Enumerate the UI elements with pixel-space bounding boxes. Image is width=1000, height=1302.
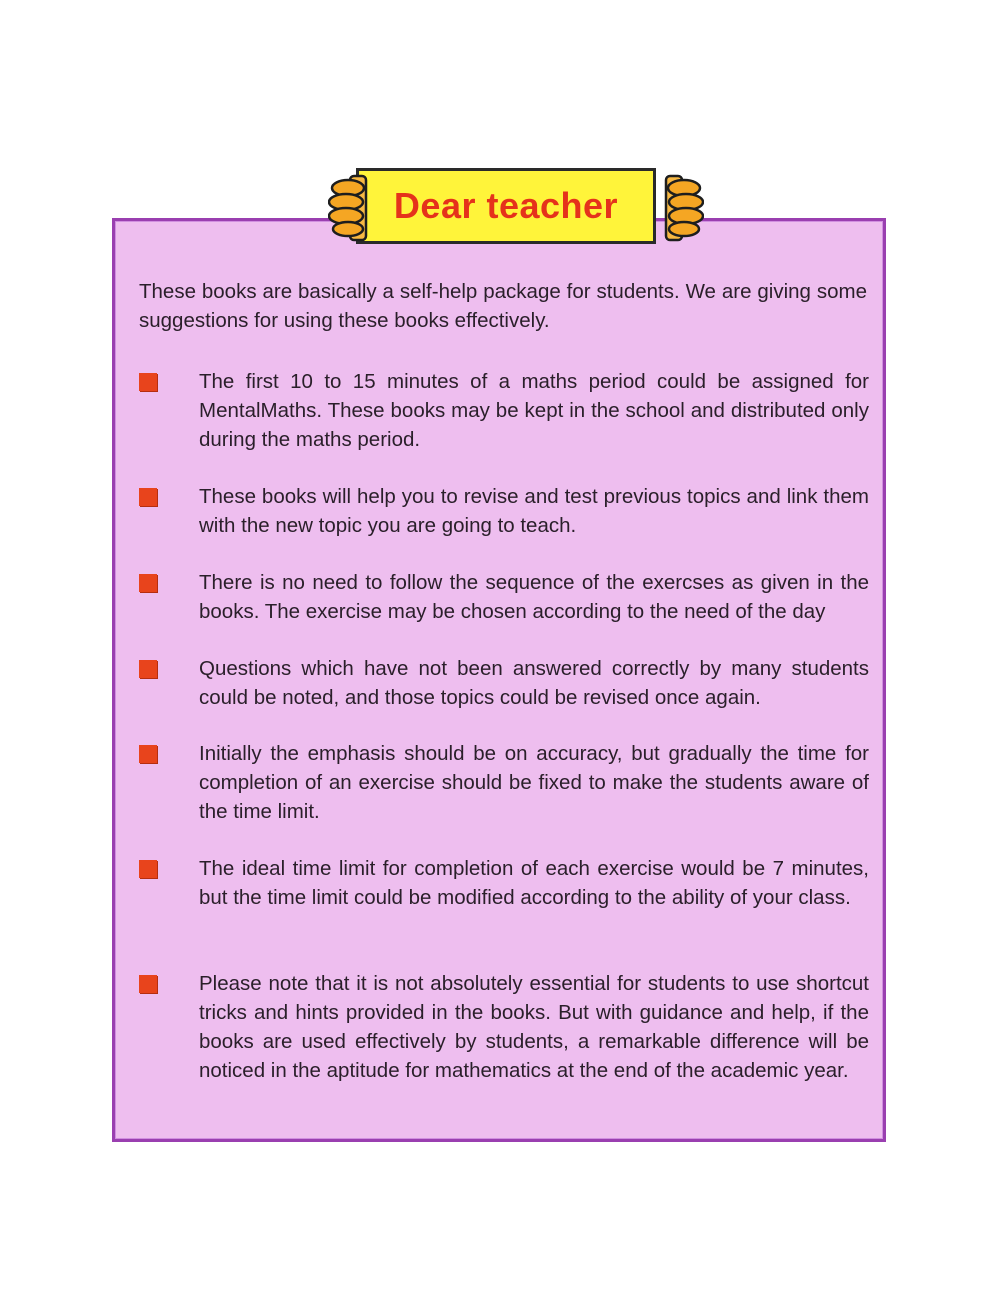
hand-holding-sign-icon	[328, 172, 384, 244]
list-item-text: The first 10 to 15 minutes of a maths period could be assigned for MentalMaths. These books may be kept in the school and distributed only during the maths period.	[199, 370, 869, 451]
square-bullet-icon	[139, 745, 157, 763]
list-item-text: These books will help you to revise and test previous topics and link them with the new topic you are going to teach.	[199, 485, 869, 537]
square-bullet-icon	[139, 660, 157, 678]
square-bullet-icon	[139, 574, 157, 592]
title-sign	[356, 168, 656, 244]
list-item-text: Initially the emphasis should be on accuracy, but gradually the time for completion of an exercise should be fixed to make the students aware of the time limit.	[199, 742, 869, 823]
list-item-text: There is no need to follow the sequence of the exercses as given in the books. The exercise may be chosen according to the need of the day	[199, 571, 869, 623]
square-bullet-icon	[139, 860, 157, 878]
hand-holding-sign-icon	[648, 172, 704, 244]
square-bullet-icon	[139, 975, 157, 993]
suggestions-panel	[112, 218, 886, 1142]
list-item-text: The ideal time limit for completion of each exercise would be 7 minutes, but the time limit could be modified according to the ability of your class.	[199, 857, 869, 909]
square-bullet-icon	[139, 373, 157, 391]
square-bullet-icon	[139, 488, 157, 506]
list-item-text: Questions which have not been answered correctly by many students could be noted, and those topics could be revised once again.	[199, 657, 869, 709]
list-item-text: Please note that it is not absolutely essential for students to use shortcut tricks and hints provided in the books. But with guidance and help, if the books are used effectively by students, a remarkable difference will be noticed in the aptitude for mathematics at the end of the academic year.	[199, 972, 869, 1082]
intro-paragraph: These books are basically a self-help package for students. We are giving some suggestions for using these books effectively.	[139, 280, 867, 332]
page-title: Dear teacher	[393, 185, 619, 226]
